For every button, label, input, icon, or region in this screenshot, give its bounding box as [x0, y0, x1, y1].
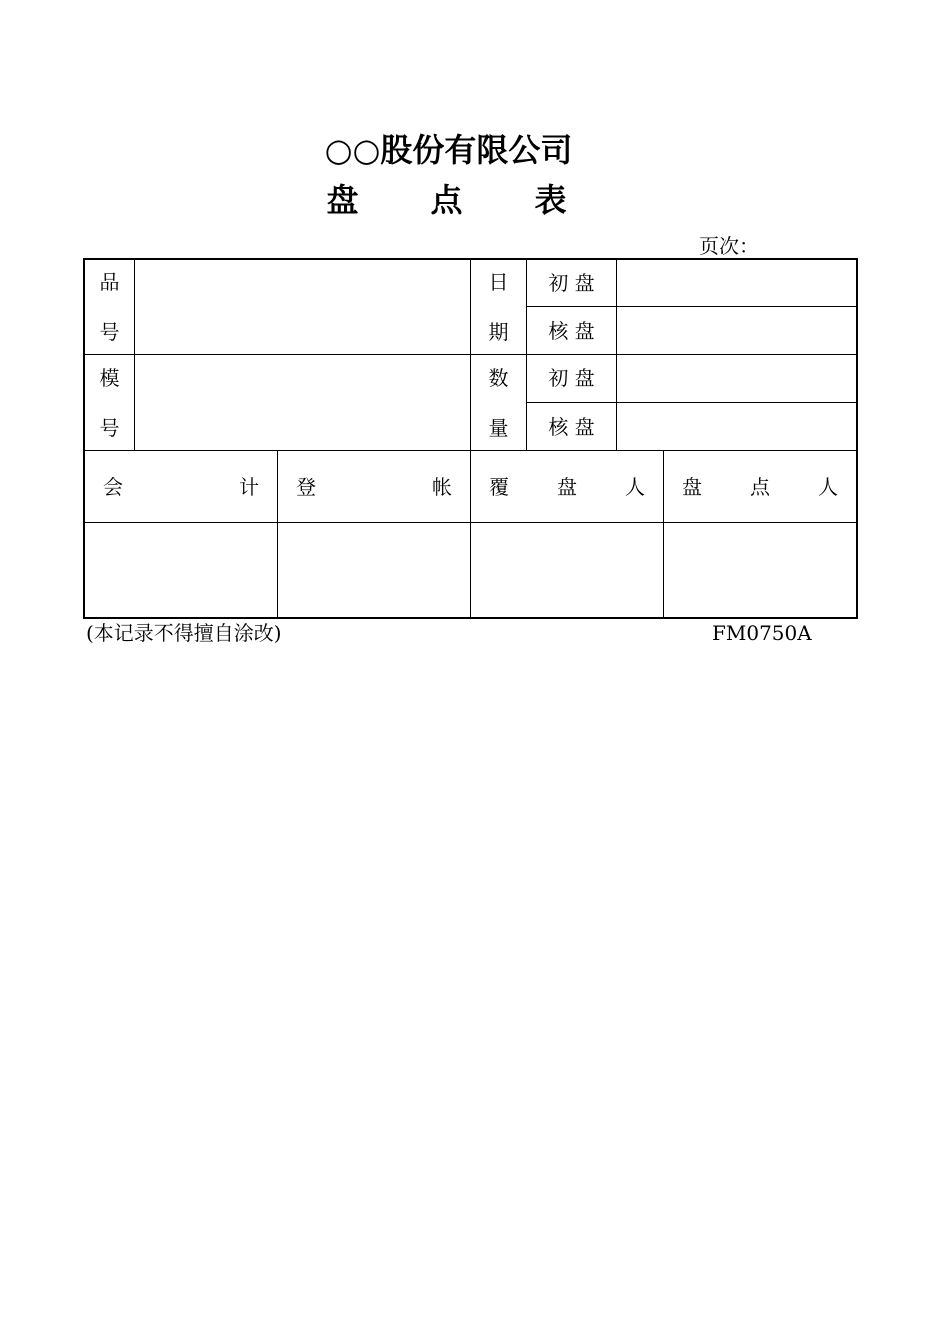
date-recheck-field[interactable]	[617, 307, 856, 354]
quantity-label-2: 量	[488, 416, 509, 440]
form-title-char-1: 盘	[326, 181, 359, 219]
no-alteration-note: (本记录不得擅自涂改)	[86, 621, 282, 645]
form-code: FM0750A	[712, 621, 812, 645]
part-no-label-2: 号	[99, 320, 120, 344]
company-name: ○○股份有限公司	[324, 131, 573, 169]
counter-signature-field[interactable]	[664, 523, 856, 617]
accounting-signature-field[interactable]	[85, 523, 277, 617]
quantity-first-count-field[interactable]	[617, 355, 856, 402]
posting-signature-field[interactable]	[278, 523, 470, 617]
counter-header: 盘 点 人	[682, 475, 838, 499]
posting-header: 登 帐	[296, 475, 452, 499]
model-no-label-1: 模	[99, 366, 120, 390]
date-first-count-field[interactable]	[617, 260, 856, 306]
quantity-label-1: 数	[488, 366, 509, 390]
model-no-label-2: 号	[99, 416, 120, 440]
form-title-char-3: 表	[534, 181, 567, 219]
quantity-recheck-label: 核 盘	[548, 415, 595, 439]
rechecker-signature-field[interactable]	[471, 523, 663, 617]
part-no-label-1: 品	[99, 270, 120, 294]
page-number-label: 页次：	[699, 234, 759, 258]
form-title-char-2: 点	[430, 181, 463, 219]
model-no-field[interactable]	[135, 355, 470, 450]
inventory-table	[83, 258, 858, 619]
form-title	[0, 176, 893, 224]
date-label-1: 日	[488, 270, 509, 294]
date-label-2: 期	[488, 320, 509, 344]
part-no-field[interactable]	[135, 260, 470, 354]
date-recheck-label: 核 盘	[548, 319, 595, 343]
rechecker-header: 覆 盘 人	[489, 475, 645, 499]
quantity-first-count-label: 初 盘	[548, 366, 595, 390]
accounting-header: 会 计	[103, 475, 259, 499]
quantity-recheck-field[interactable]	[617, 403, 856, 450]
date-first-count-label: 初 盘	[548, 271, 595, 295]
